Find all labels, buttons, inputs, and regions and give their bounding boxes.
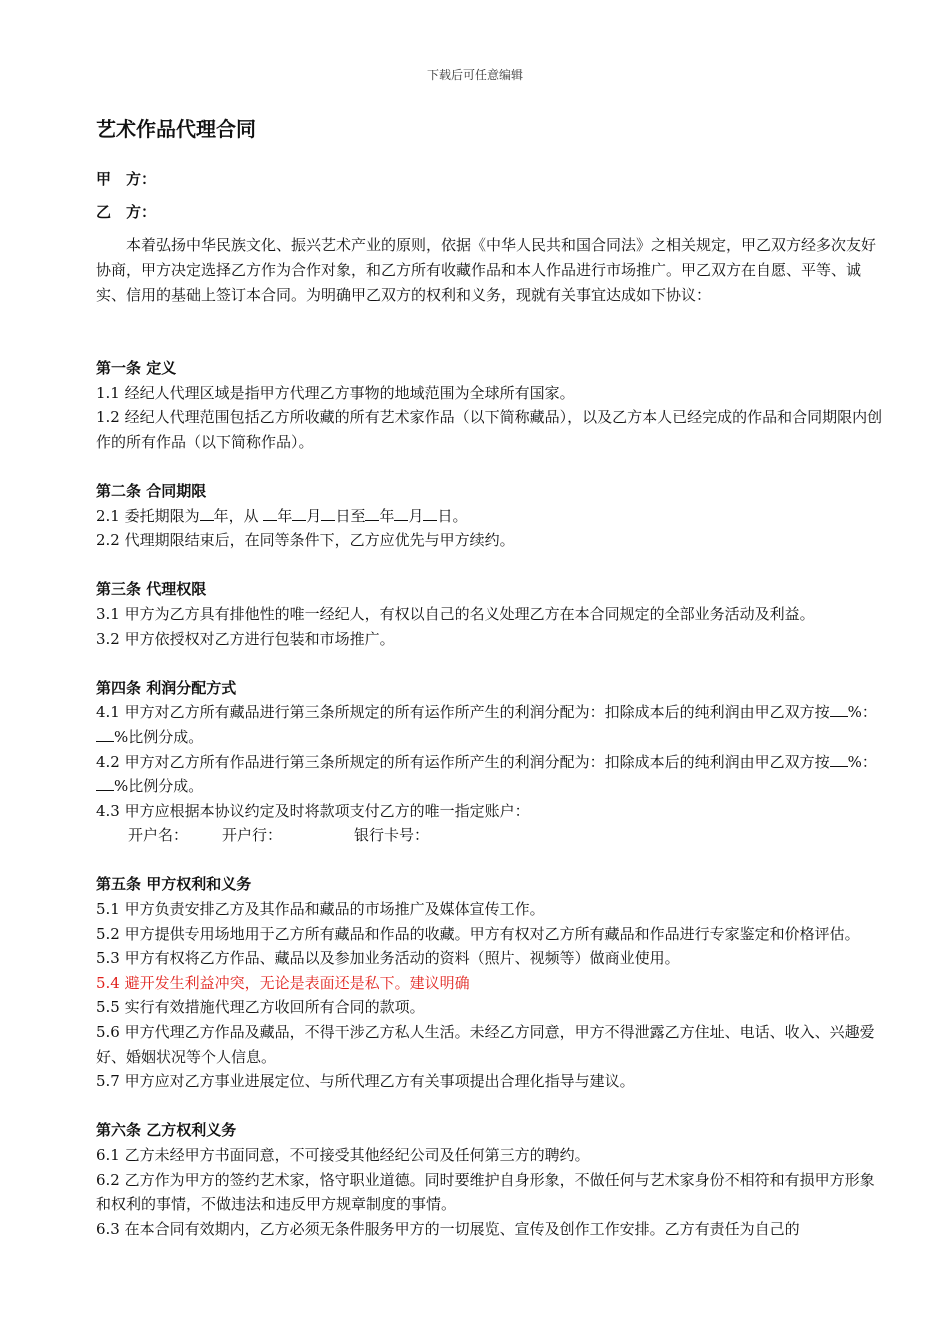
blank-field: [830, 751, 848, 767]
blank-field: [830, 701, 848, 717]
clause-text: 日至: [335, 506, 366, 525]
clause-text: 4.2 甲方对乙方所有作品进行第三条所规定的所有运作所产生的利润分配为：扣除成本后的纯利润由甲乙双方按: [96, 752, 830, 771]
section-title: 第三条 代理权限: [96, 580, 207, 599]
clause-6-3: 6.3 在本合同有效期内，乙方必须无条件服务甲方的一切展览、宣传及创作工作安排。乙方有责任为自己的: [96, 1219, 800, 1238]
clause-5-7: 5.7 甲方应对乙方事业进展定位、与所代理乙方有关事项提出合理化指导与建议。: [96, 1072, 635, 1091]
account-bank-label: 开户行：: [222, 826, 283, 845]
blank-field: [292, 505, 306, 521]
account-name-label: 开户名：: [128, 826, 189, 845]
section-4: [96, 676, 886, 848]
account-info-row: [96, 823, 886, 848]
blank-field: [365, 505, 379, 521]
intro-paragraph: 本着弘扬中华民族文化、振兴艺术产业的原则，依据《中华人民共和国合同法》之相关规定，甲乙双方经多次友好协商，甲方决定选择乙方作为合作对象，和乙方所有收藏作品和本人作品进行市场推广。甲乙双方在自愿、平等、诚实、信用的基础上签订本合同。为明确甲乙双方的权利和义务，现就有关事宜达成如下协议：: [96, 236, 877, 304]
party-a-label: 甲 方：: [96, 170, 157, 188]
section-6: [96, 1118, 886, 1241]
clause-1-2: 1.2 经纪人代理范围包括乙方所收藏的所有艺术家作品（以下简称藏品），以及乙方本人已经完成的作品和合同期限内创作的所有作品（以下简称作品）。: [96, 408, 883, 451]
clause-text: 日。: [437, 506, 468, 525]
clause-5-2: 5.2 甲方提供专用场地用于乙方所有藏品和作品的收藏。甲方有权对乙方所有藏品和作品进行专家鉴定和价格评估。: [96, 924, 860, 943]
blank-field: [423, 505, 437, 521]
clause-text: 年: [277, 506, 293, 525]
blank-field: [96, 775, 114, 791]
clause-text: 月: [408, 506, 424, 525]
clause-2-2: 2.2 代理期限结束后，在同等条件下，乙方应优先与甲方续约。: [96, 531, 515, 550]
clause-1-1: 1.1 经纪人代理区域是指甲方代理乙方事物的地域范围为全球所有国家。: [96, 383, 575, 402]
clause-3-2: 3.2 甲方依授权对乙方进行包装和市场推广。: [96, 629, 395, 648]
clause-5-1: 5.1 甲方负责安排乙方及其作品和藏品的市场推广及媒体宣传工作。: [96, 900, 545, 919]
blank-field: [394, 505, 408, 521]
clause-5-4-highlighted: 5.4 避开发生利益冲突，无论是表面还是私下。建议明确: [96, 973, 470, 992]
section-5: [96, 872, 886, 1093]
clause-text: %：: [847, 752, 877, 771]
section-title: 第一条 定义: [96, 359, 177, 377]
document-title: 艺术作品代理合同: [96, 117, 256, 141]
blank-field: [321, 505, 335, 521]
clause-text: %：: [847, 703, 877, 722]
section-title: 第四条 利润分配方式: [96, 678, 237, 697]
clause-text: 月: [306, 506, 322, 525]
section-2: [96, 479, 886, 553]
party-b-label: 乙 方：: [96, 203, 157, 221]
clause-6-2: 6.2 乙方作为甲方的签约艺术家，恪守职业道德。同时要维护自身形象，不做任何与艺术家身份不相符和有损甲方形象和权利的事情，不做违法和违反甲方规章制度的事情。: [96, 1170, 875, 1214]
clause-4-2: [96, 750, 886, 799]
clause-text: 4.1 甲方对乙方所有藏品进行第三条所规定的所有运作所产生的利润分配为：扣除成本后的纯利润由甲乙双方按: [96, 703, 830, 722]
clause-text: 年: [379, 506, 395, 525]
blank-field: [263, 505, 277, 521]
section-title: 第五条 甲方权利和义务: [96, 875, 252, 894]
clause-text: %比例分成。: [114, 727, 204, 746]
header-note: 下载后可任意编辑: [426, 68, 523, 82]
account-card-label: 银行卡号：: [354, 826, 430, 845]
clause-4-1: [96, 700, 886, 749]
clause-text: %比例分成。: [114, 777, 204, 796]
clause-5-6: 5.6 甲方代理乙方作品及藏品，不得干涉乙方私人生活。未经乙方同意，甲方不得泄露乙方住址、电话、收入、兴趣爱好、婚姻状况等个人信息。: [96, 1023, 875, 1066]
clause-4-3: 4.3 甲方应根据本协议约定及时将款项支付乙方的唯一指定账户：: [96, 801, 530, 820]
clause-text: 2.1 委托期限为: [96, 506, 200, 525]
section-3: [96, 577, 886, 651]
blank-field: [200, 505, 214, 521]
section-1: [96, 356, 886, 454]
clause-5-3: 5.3 甲方有权将乙方作品、藏品以及参加业务活动的资料（照片、视频等）做商业使用。: [96, 949, 680, 968]
clause-3-1: 3.1 甲方为乙方具有排他性的唯一经纪人，有权以自己的名义处理乙方在本合同规定的全部业务活动及利益。: [96, 604, 815, 623]
blank-field: [96, 726, 114, 742]
contract-body: [96, 356, 886, 1266]
clause-2-1: [96, 504, 886, 529]
clause-6-1: 6.1 乙方未经甲方书面同意，不可接受其他经纪公司及任何第三方的聘约。: [96, 1146, 590, 1164]
section-title: 第二条 合同期限: [96, 481, 207, 500]
clause-text: 年，从: [213, 506, 264, 525]
clause-5-5: 5.5 实行有效措施代理乙方收回所有合同的款项。: [96, 998, 425, 1017]
section-title: 第六条 乙方权利义务: [96, 1121, 237, 1140]
